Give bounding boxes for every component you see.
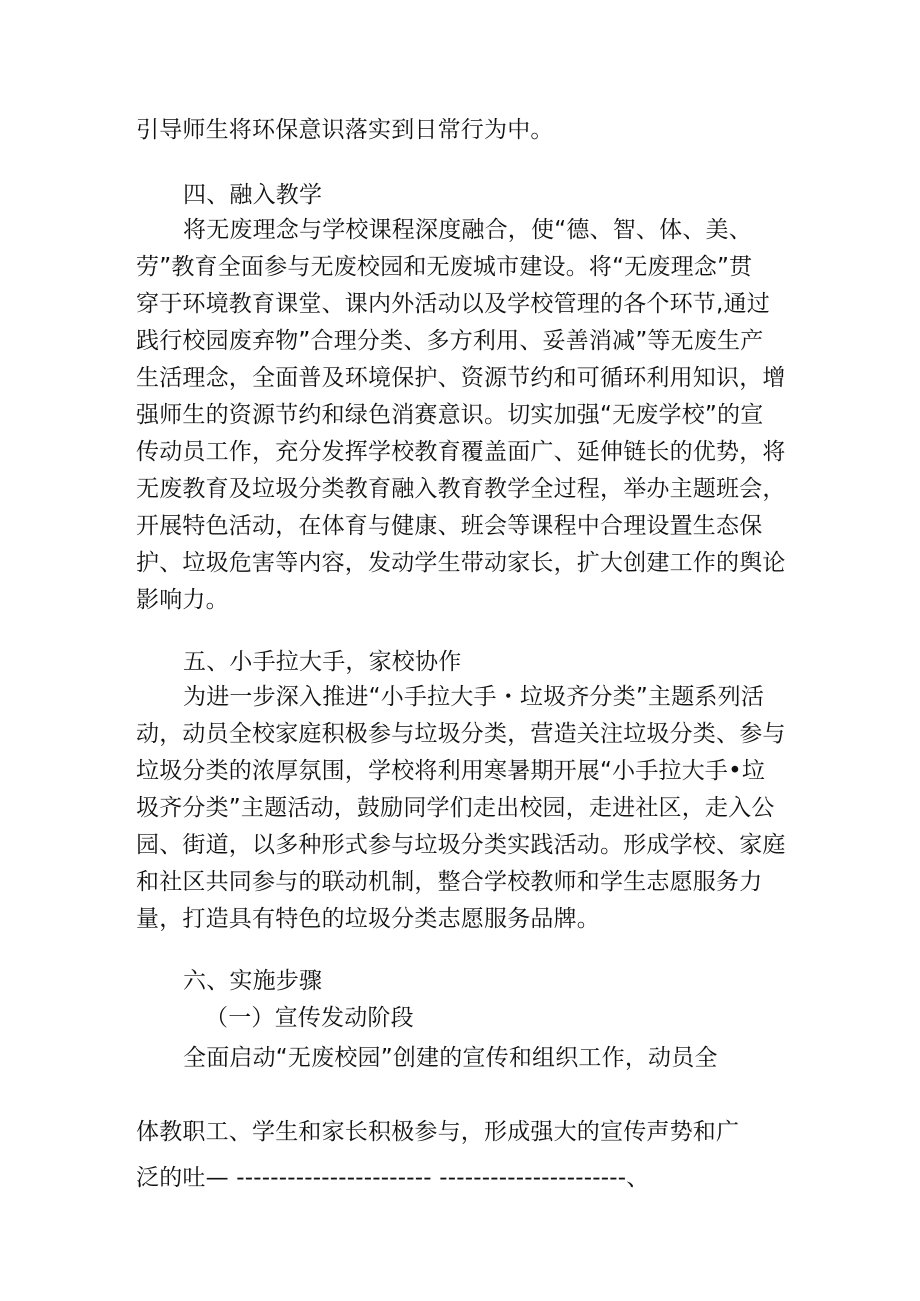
text-line-19: 园、街道，以多种形式参与垃圾分类实践活动。形成学校、家庭 [136,832,786,858]
text-line-3: 将无废理念与学校课程深度融合，使“德、智、体、美、 [183,217,752,243]
text-line-20: 和社区共同参与的联动机制，整合学校教师和学生志愿服务力 [136,869,763,895]
text-line-7: 生活理念，全面普及环境保护、资源节约和可循环利用知识，增 [136,365,786,391]
text-line-8: 强师生的资源节约和绿色消赛意识。切实加强“无废学校”的宣 [136,402,764,428]
text-line-16: 动，动员全校家庭积极参与垃圾分类，营造关注垃圾分类、参与 [136,721,786,747]
text-line-13: 影响力。 [136,587,229,613]
text-line-1: 引导师生将环保意识落实到日常行为中。 [136,117,554,143]
text-line-26: 泛的吐— ----------------------- ----------------------、 [136,1165,650,1191]
text-line-10: 无废教育及垃圾分类教育融入教育教学全过程，举办主题班会， [136,476,786,502]
text-line-21: 量，打造具有特色的垃圾分类志愿服务品牌。 [136,906,600,932]
text-line-12: 护、垃圾危害等内容，发动学生带动家长，扩大创建工作的舆论 [136,550,786,576]
text-line-4: 劳”教育全面参与无废校园和无废城市建设。将“无废理念”贯 [136,254,753,280]
text-line-17: 垃圾分类的浓厚氛围，学校将利用寒暑期开展“小手拉大手•垃 [136,758,766,784]
section-heading-5: 五、小手拉大手，家校协作 [183,649,462,675]
subsection-heading-1: （一）宣传发动阶段 [205,1005,414,1031]
text-line-24: 全面启动“无废校园”创建的宣传和组织工作，动员全 [183,1045,718,1071]
text-line-11: 开展特色活动，在体育与健康、班会等课程中合理设置生态保 [136,513,763,539]
text-line-5: 穿于环境教育课堂、课内外活动以及学校管理的各个环节,通过 [136,291,770,317]
text-line-18: 圾齐分类”主题活动，鼓励同学们走出校园，走进社区，走入公 [136,795,775,821]
text-line-25: 体教职工、学生和家长积极参与，形成强大的宣传声势和广 [136,1119,740,1145]
text-line-9: 传动员工作，充分发挥学校教育覆盖面广、延伸链长的优势，将 [136,439,786,465]
section-heading-6: 六、实施步骤 [183,968,323,994]
text-line-6: 践行校园废弃物”合理分类、多方利用、妥善消减”等无废生产 [136,328,764,354]
text-line-15: 为进一步深入推进“小手拉大手・垃圾齐分类”主题系列活 [183,684,765,710]
section-heading-4: 四、融入教学 [183,182,323,208]
